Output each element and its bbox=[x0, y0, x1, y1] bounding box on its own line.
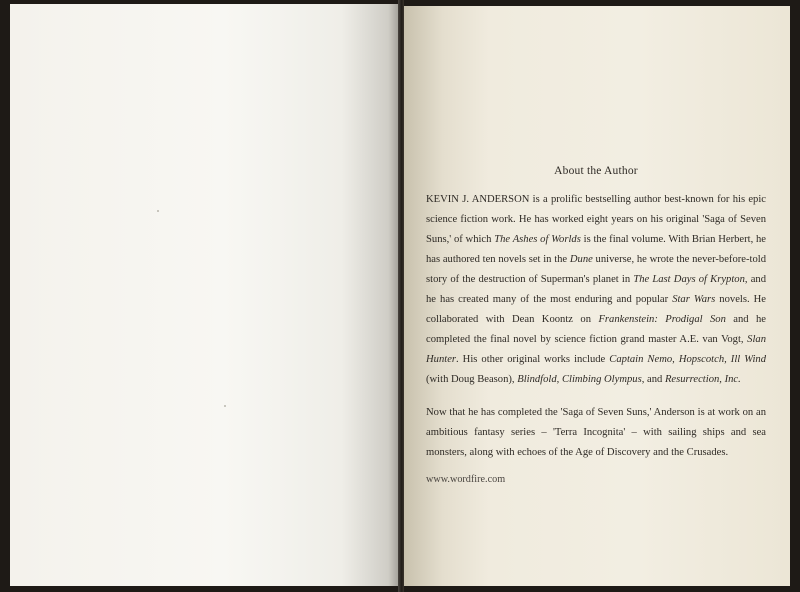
text-run: , and bbox=[641, 374, 665, 385]
italic-title: Captain Nemo, Hopscotch, Ill Wind bbox=[609, 354, 766, 365]
current-work-paragraph: Now that he has completed the 'Saga of Seven Suns,' Anderson is at work on an ambitious fantasy series – 'Terra Incognita' – with sailing ships and sea monsters, along with echoes of the Age of Discovery and the Crusades. bbox=[426, 407, 766, 458]
paper-speck bbox=[157, 210, 159, 212]
text-run: and he completed the final novel by science fiction grand master A.E. van Vogt, bbox=[426, 314, 767, 345]
author-bio-paragraph bbox=[426, 190, 766, 390]
text-run: is the final volume. With Brian Herbert, he has authored ten novels set in the bbox=[426, 234, 767, 265]
text-run: KEVIN J. ANDERSON is a prolific bestselling author best-known for his epic science fiction work. He has worked eight years on his original 'Saga of Seven Suns,' of which bbox=[426, 194, 766, 245]
text-run: universe, he wrote the never-before-told story of the destruction of Superman's planet in bbox=[426, 254, 766, 285]
text-run: , and he has created many of the most enduring and popular bbox=[426, 274, 766, 305]
italic-title: Frankenstein: Prodigal Son bbox=[598, 314, 726, 325]
italic-title: Resurrection, Inc. bbox=[664, 374, 741, 385]
italic-title: The Ashes of Worlds bbox=[494, 234, 581, 245]
section-heading: About the Author bbox=[554, 165, 638, 177]
italic-title: Slan Hunter bbox=[426, 334, 766, 365]
italic-title: The Last Days of Krypton bbox=[633, 274, 745, 285]
italic-title: Star Wars bbox=[672, 294, 716, 305]
italic-title: Blindfold, Climbing Olympus bbox=[517, 374, 642, 385]
text-run: (with Doug Beason), bbox=[426, 374, 518, 385]
text-run: novels. He collaborated with Dean Koontz on bbox=[426, 294, 766, 325]
text-run: . His other original works include bbox=[456, 354, 610, 365]
italic-title: Dune bbox=[569, 254, 593, 265]
paper-speck bbox=[224, 405, 226, 407]
left-page bbox=[10, 4, 400, 586]
author-website: www.wordfire.com bbox=[426, 474, 506, 485]
